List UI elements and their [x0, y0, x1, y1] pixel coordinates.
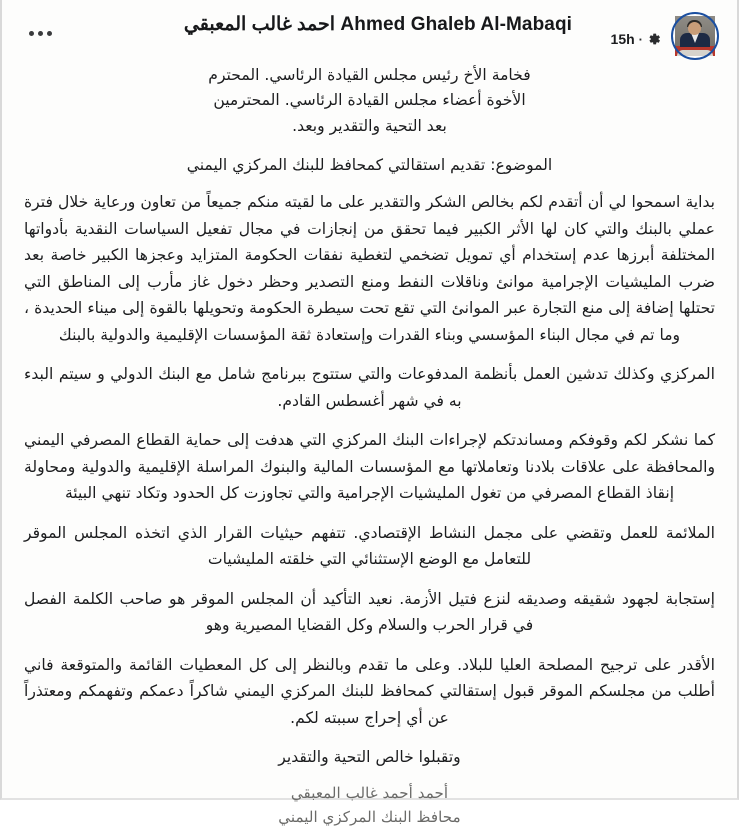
post-author-name[interactable]: Ahmed Ghaleb Al-Mabaqi احمد غالب المعبقي	[183, 14, 573, 35]
signature-title: محافظ البنك المركزي اليمني	[278, 807, 461, 826]
post-meta	[611, 31, 661, 47]
salutation-line-1: فخامة الأخ رئيس مجلس القيادة الرئاسي. المحترم	[208, 66, 531, 84]
signature-block	[16, 781, 723, 829]
avatar-story-ring	[671, 12, 719, 60]
signature-name: أحمد أحمد غالب المعبقي	[290, 783, 449, 802]
salutation-line-2: الأخوة أعضاء مجلس القيادة الرئاسي. المحترمين	[213, 90, 526, 109]
paragraph-6: الأقدر على ترجيح المصلحة العليا للبلاد. وعلى ما تقدم وبالنظر إلى كل المعطيات القائمة والمتوقعة فاني أطلب من مجلسكم الموقر قبول إستقالتي كمحافظ للبنك المركزي اليمني شاكراً دعمكم وتفهمكم ومعتذراً عن أي إحراج سببته لكم.	[24, 655, 715, 727]
gear-icon[interactable]	[647, 32, 661, 46]
post-timestamp[interactable]: 15h	[610, 31, 635, 47]
post-more-options-button[interactable]	[24, 24, 56, 42]
closing-line: وتقبلوا خالص التحية والتقدير	[278, 748, 461, 766]
ellipsis-icon-dot	[38, 31, 43, 36]
meta-separator: ·	[638, 31, 643, 47]
ellipsis-icon-dot	[47, 31, 52, 36]
post-body-text	[2, 62, 737, 829]
ellipsis-icon-dot	[29, 31, 34, 36]
paragraph-3: كما نشكر لكم وقوفكم ومساندتكم لإجراءات البنك المركزي التي هدفت إلى حماية القطاع المصرفي اليمني والمحافظة على علاقات بلادنا وتعاملاتها مع المؤسسات المالية والبنوك المراسلة الإقليمية والدولية ومحاولة إنقاذ القطاع المصرفي من تغول المليشيات الإجرامية والتي تجاوزت كل الحدود وتكاد تنهي البيئة	[24, 431, 715, 502]
salutation-line-3: بعد التحية والتقدير وبعد.	[292, 117, 447, 135]
paragraph-2: المركزي وكذلك تدشين العمل بأنظمة المدفوعات والتي ستتوج ببرنامج شامل مع البنك الدولي و سيتم البدء به في شهر أغسطس القادم.	[24, 365, 715, 410]
paragraph-1: بداية اسمحوا لي أن أتقدم لكم بخالص الشكر والتقدير على ما لقيته منكم جميعاً من تعاون ورعاية خلال فترة عملي بالبنك والتي كان لها الأثر الكبير فيما تحقق من إنجازات في مجال تفعيل السياسات النقدية بأدواتها المختلفة أبرزها عدم إستخدام أي تمويل تضخمي لتغطية نفقات الحكومة المتزايد وعجزها الكبير خاصة بعد ضرب المليشيات الإجرامية موانئ وناقلات النفط ومنع التصدير وحظر دخول غاز مأرب إلى المناطق التي تحتلها إضافة إلى منع التجارة عبر الموانئ التي تقع تحت سيطرة الحكومة وتحويلها بالقوة إلى ميناء الحديدة ، وما تم في مجال البناء المؤسسي وبناء القدرات وإستعادة ثقة المؤسسات الإقليمية والدولية بالبنك	[24, 193, 715, 344]
avatar[interactable]	[671, 12, 719, 60]
post-header	[2, 0, 737, 62]
paragraph-4: الملائمة للعمل وتقضي على مجمل النشاط الإقتصادي. تتفهم حيثيات القرار الذي اتخذه المجلس الموقر للتعامل مع الوضع الإستثنائي التي خلقته المليشيات	[24, 523, 715, 568]
paragraph-5: إستجابة لجهود شقيقه وصديقه لنزع فتيل الأزمة. نعيد التأكيد أن المجلس الموقر هو صاحب الكلمة الفصل في قرار الحرب والسلام وكل القضايا المصيرية وهو	[24, 589, 715, 634]
subject-line: الموضوع: تقديم استقالتي كمحافظ للبنك المركزي اليمني	[186, 155, 553, 174]
